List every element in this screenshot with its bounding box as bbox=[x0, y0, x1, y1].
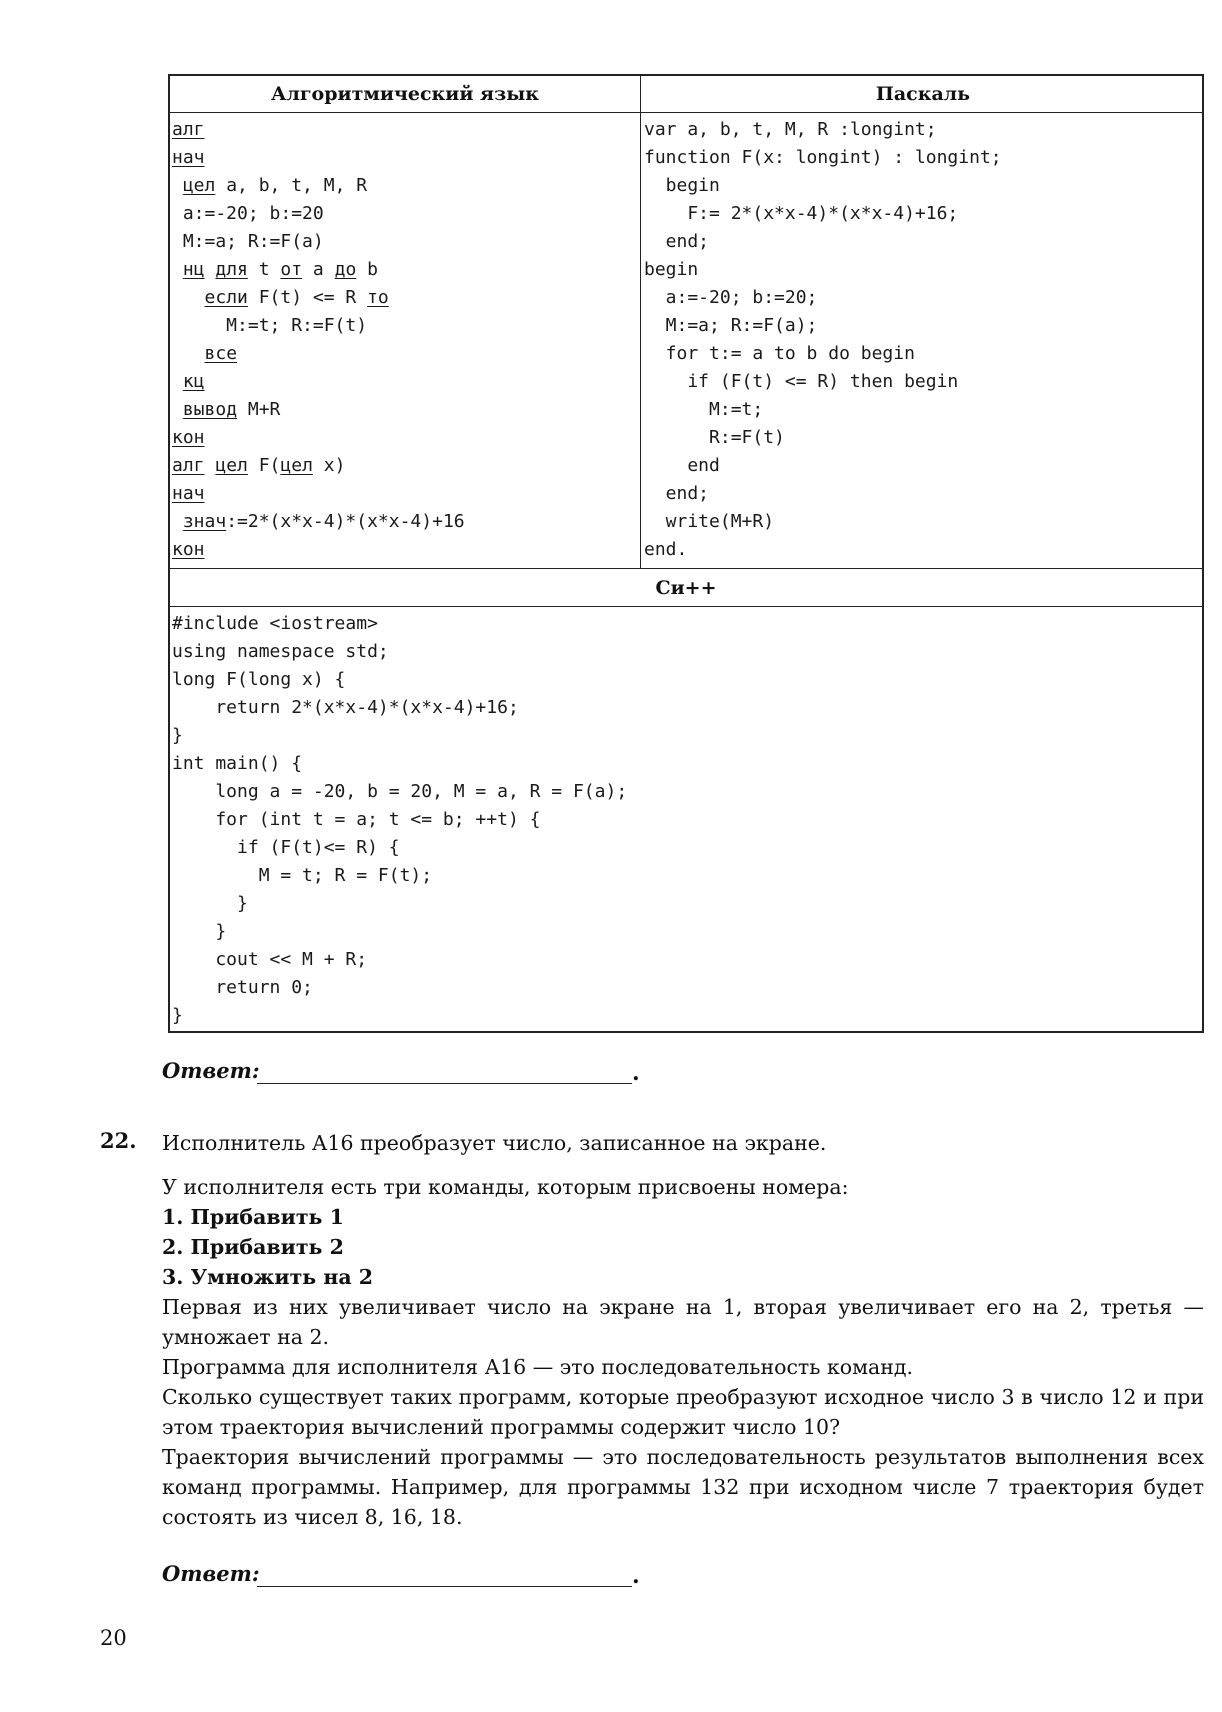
code-keyword: кон bbox=[172, 427, 205, 448]
code-line: function F(x: longint) : longint; bbox=[644, 147, 1002, 168]
code-line: cout << M + R; bbox=[172, 949, 368, 970]
code-line bbox=[172, 284, 465, 312]
code-line: R:=F(t) bbox=[644, 427, 785, 448]
code-keyword: цел bbox=[182, 175, 216, 196]
answer-dot-2: . bbox=[632, 1563, 640, 1589]
task-paragraph: Первая из них увеличивает число на экране на 1, вторая увеличивает его на 2, третья — умножает на 2. bbox=[162, 1295, 1204, 1349]
code-text bbox=[172, 259, 183, 280]
code-text bbox=[172, 511, 183, 532]
code-text bbox=[172, 371, 183, 392]
code-keyword: то bbox=[367, 287, 389, 308]
cpp-header-divider bbox=[170, 606, 1202, 607]
code-line: return 2*(x*x-4)*(x*x-4)+16; bbox=[172, 697, 519, 718]
code-keyword: от bbox=[280, 259, 303, 280]
header-alg: Алгоритмический язык bbox=[271, 83, 539, 105]
header-cpp: Си++ bbox=[655, 577, 717, 599]
code-line: end. bbox=[644, 539, 688, 560]
code-line: if (F(t) <= R) then begin bbox=[644, 371, 959, 392]
code-line: end; bbox=[644, 231, 710, 252]
code-line bbox=[172, 480, 465, 508]
code-line: begin bbox=[644, 175, 720, 196]
code-line: for t:= a to b do begin bbox=[644, 343, 915, 364]
command-item: 3. Умножить на 2 bbox=[162, 1265, 374, 1289]
commands-intro: У исполнителя есть три команды, которым присвоены номера: bbox=[162, 1175, 849, 1199]
code-text: a, b, t, M, R bbox=[215, 175, 368, 196]
code-text bbox=[172, 287, 205, 308]
code-line: write(M+R) bbox=[644, 511, 775, 532]
code-text: M:=t; R:=F(t) bbox=[172, 315, 368, 336]
code-line: end bbox=[644, 455, 720, 476]
code-text: M+R bbox=[237, 399, 281, 420]
code-line bbox=[172, 312, 465, 340]
code-keyword: кц bbox=[182, 371, 205, 392]
code-line: M:=t; bbox=[644, 399, 764, 420]
code-keyword: кон bbox=[172, 539, 205, 560]
code-line: F:= 2*(x*x-4)*(x*x-4)+16; bbox=[644, 203, 959, 224]
code-line bbox=[172, 144, 465, 172]
alg-code-block bbox=[172, 116, 465, 564]
code-text bbox=[172, 399, 183, 420]
code-keyword: нач bbox=[172, 483, 205, 504]
answer-field-2[interactable] bbox=[257, 1586, 632, 1587]
code-keyword: алг bbox=[172, 455, 205, 476]
header-pascal: Паскаль bbox=[875, 83, 971, 105]
answer-label-2: Ответ: bbox=[162, 1561, 260, 1586]
code-line: } bbox=[172, 921, 227, 942]
code-line: begin bbox=[644, 259, 699, 280]
code-keyword: вывод bbox=[182, 399, 238, 420]
task-paragraph: Траектория вычислений программы — это последовательность результатов выполнения всех команд программы. Например, для программы 132 при исходном числе 7 траектория будет состоять из чисел 8, 16, 18. bbox=[162, 1445, 1204, 1529]
code-keyword: если bbox=[204, 287, 248, 308]
code-text bbox=[172, 343, 205, 364]
task-intro: Исполнитель А16 преобразует число, записанное на экране. bbox=[162, 1131, 827, 1155]
code-text: b bbox=[356, 259, 378, 280]
task-paragraph: Сколько существует таких программ, которые преобразуют исходное число 3 в число 12 и при этом траектория вычислений программы содержит число 10? bbox=[162, 1385, 1204, 1439]
code-text: F(t) <= R bbox=[247, 287, 368, 308]
code-keyword: нц bbox=[182, 259, 205, 280]
code-line bbox=[172, 228, 465, 256]
code-keyword: алг bbox=[172, 119, 205, 140]
code-keyword: знач bbox=[182, 511, 227, 532]
code-line: var a, b, t, M, R :longint; bbox=[644, 119, 937, 140]
code-line bbox=[172, 340, 465, 368]
code-line: } bbox=[172, 725, 183, 746]
code-line: if (F(t)<= R) { bbox=[172, 837, 400, 858]
code-keyword: все bbox=[204, 343, 238, 364]
code-line: M = t; R = F(t); bbox=[172, 865, 433, 886]
code-keyword: цел bbox=[280, 455, 313, 476]
code-line: int main() { bbox=[172, 753, 303, 774]
code-keyword: для bbox=[215, 259, 248, 280]
code-text bbox=[205, 259, 216, 280]
code-keyword: до bbox=[334, 259, 357, 280]
cpp-code-block bbox=[172, 610, 627, 1030]
code-text: a:=-20; b:=20 bbox=[172, 203, 324, 224]
code-line bbox=[172, 396, 465, 424]
column-divider bbox=[640, 76, 641, 568]
code-text: M:=a; R:=F(a) bbox=[172, 231, 324, 252]
code-line: for (int t = a; t <= b; ++t) { bbox=[172, 809, 541, 830]
code-line: #include <iostream> bbox=[172, 613, 378, 634]
section-divider bbox=[170, 568, 1202, 569]
code-line: end; bbox=[644, 483, 710, 504]
answer-label-1: Ответ: bbox=[162, 1058, 260, 1083]
answer-field-1[interactable] bbox=[257, 1083, 632, 1084]
code-line bbox=[172, 116, 465, 144]
header-divider bbox=[170, 112, 1202, 113]
code-text: F( bbox=[247, 455, 281, 476]
task-number: 22. bbox=[100, 1128, 137, 1153]
code-line: using namespace std; bbox=[172, 641, 389, 662]
code-text bbox=[172, 175, 183, 196]
page-number: 20 bbox=[100, 1626, 127, 1650]
task-body bbox=[162, 1128, 1204, 1532]
code-line: long a = -20, b = 20, M = a, R = F(a); bbox=[172, 781, 628, 802]
code-keyword: нач bbox=[172, 147, 205, 168]
code-text: t bbox=[247, 259, 281, 280]
code-line: long F(long x) { bbox=[172, 669, 346, 690]
code-line: a:=-20; b:=20; bbox=[644, 287, 818, 308]
code-line bbox=[172, 368, 465, 396]
code-table bbox=[168, 74, 1204, 1033]
task-paragraph: Программа для исполнителя А16 — это последовательность команд. bbox=[162, 1355, 914, 1379]
code-line bbox=[172, 256, 465, 284]
code-text: x) bbox=[312, 455, 346, 476]
command-item: 1. Прибавить 1 bbox=[162, 1205, 344, 1229]
code-line: } bbox=[172, 1005, 183, 1026]
answer-dot-1: . bbox=[632, 1060, 640, 1086]
code-keyword: цел bbox=[215, 455, 248, 476]
code-line: } bbox=[172, 893, 248, 914]
code-line bbox=[172, 200, 465, 228]
code-line bbox=[172, 424, 465, 452]
command-item: 2. Прибавить 2 bbox=[162, 1235, 344, 1259]
code-line bbox=[172, 536, 465, 564]
code-text: :=2*(x*x-4)*(x*x-4)+16 bbox=[226, 511, 465, 532]
code-line: M:=a; R:=F(a); bbox=[644, 315, 818, 336]
code-line bbox=[172, 172, 465, 200]
code-text: a bbox=[302, 259, 335, 280]
pascal-code-block bbox=[644, 116, 1002, 564]
code-line bbox=[172, 452, 465, 480]
code-line: return 0; bbox=[172, 977, 313, 998]
code-line bbox=[172, 508, 465, 536]
code-text bbox=[205, 455, 216, 476]
